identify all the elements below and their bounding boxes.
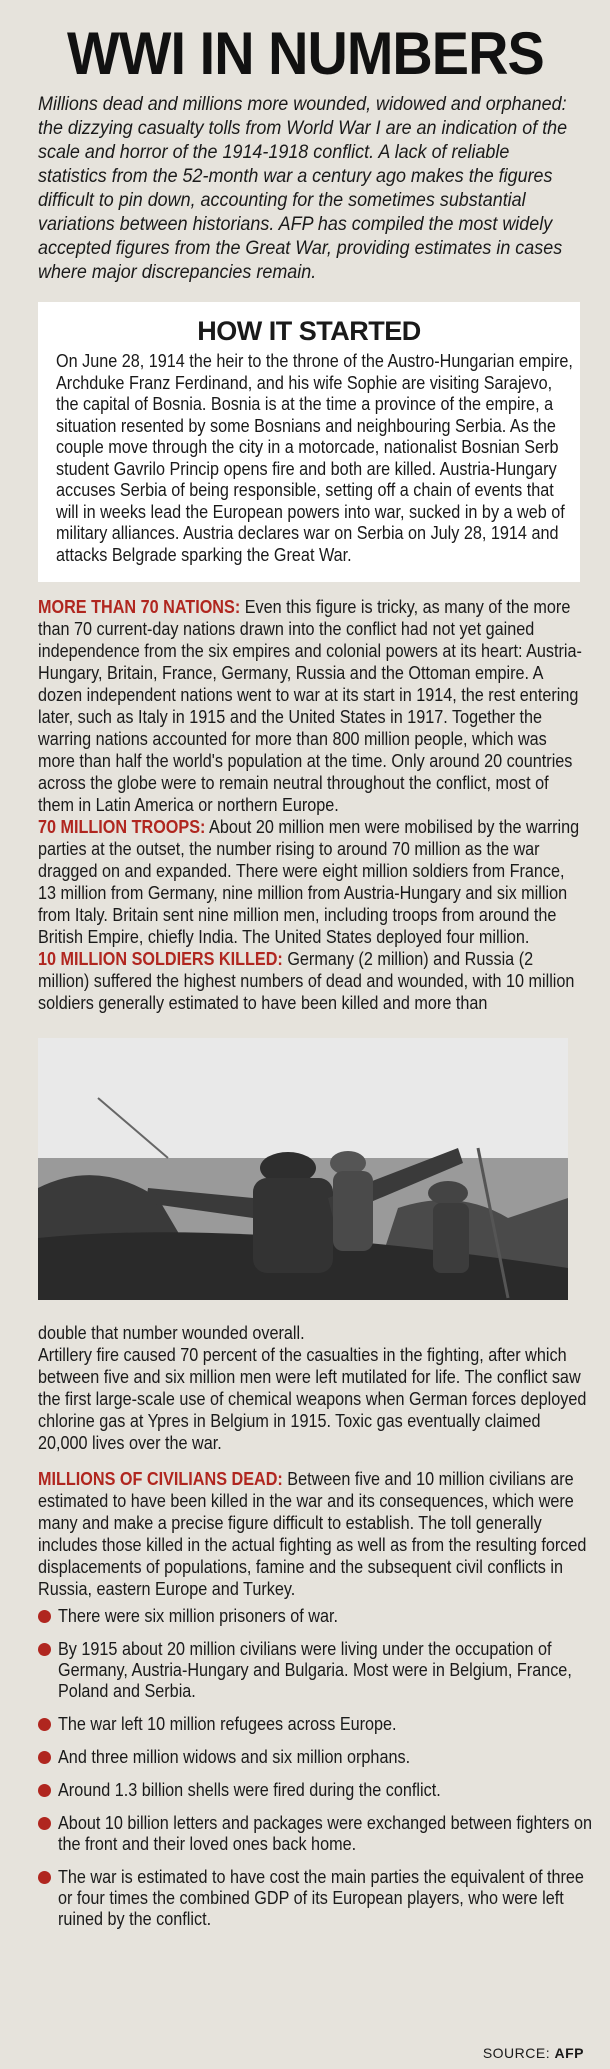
bullet-dot-icon [38, 1784, 51, 1797]
list-item: By 1915 about 20 million civilians were living under the occupation of Germany, Austria-Hungary and Bulgaria. Most were in Belgium, France, Poland and Serbia. [38, 1639, 590, 1702]
killed-text-more: Artillery fire caused 70 percent of the casualties in the fighting, after which between five and six million men were left mutilated for life. The conflict saw the first large-scale use of chemical weapons when German forces deployed chlorine gas at Ypres in Belgium in 1915. Toxic gas eventually claimed 20,000 lives over the war. [38, 1345, 587, 1453]
source-label: SOURCE: [482, 2045, 551, 2061]
nations-text: Even this figure is tricky, as many of the more than 70 current-day nations drawn into the conflict had not yet gained independence from the six empires and colonial powers at its heart: Austria-Hungary, Britain, France, Germany, Russia and the Ottoman empire. A dozen independent nations went to war at its start in 1914, the rest entering later, such as Italy in 1915 and the United States in 1917. Together the warring nations accounted for more than 800 million people, which was more than half the world's population at the time. Only around 20 countries across the globe were to remain neutral throughout the conflict, most of them in Latin America or northern Europe. [38, 597, 582, 815]
troops-text: About 20 million men were mobilised by the warring parties at the outset, the number rising to around 70 million as the war dragged on and expanded. There were eight million soldiers from France, 13 million from Germany, nine million from Austria-Hungary and six million from Italy. Britain sent nine million men, including troops from around the British Empire, chiefly India. The United States deployed four million. [38, 817, 580, 947]
bullet-dot-icon [38, 1817, 51, 1830]
section-troops [38, 816, 590, 948]
civilians-kicker: MILLIONS OF CIVILIANS DEAD: [38, 1469, 283, 1489]
infographic [0, 20, 610, 2069]
killed-text: Germany (2 million) and Russia (2 million) suffered the highest numbers of dead and wounded, with 10 million soldiers generally estimated to have been killed and more than [38, 949, 575, 1013]
bullet-dot-icon [38, 1610, 51, 1623]
killed-kicker: 10 MILLION SOLDIERS KILLED: [38, 949, 283, 969]
source-name: AFP [554, 2045, 584, 2061]
intro-paragraph: Millions dead and millions more wounded, widowed and orphaned: the dizzying casualty tolls from World War I are an indication of the scale and horror of the 1914-1918 conflict. A lack of reliable statistics from the 52-month war a century ago makes the figures difficult to pin down, accounting for the sometimes substantial variations between historians. AFP has compiled the most widely accepted figures from the Great War, providing estimates in cases where major discrepancies remain. [38, 93, 568, 283]
section-nations [38, 596, 590, 816]
bullet-dot-icon [38, 1871, 51, 1884]
killed-text-continued: double that number wounded overall. [38, 1323, 305, 1343]
how-it-started-box [38, 302, 580, 582]
bullet-dot-icon [38, 1643, 51, 1656]
soldiers-in-trench-image [38, 1038, 568, 1300]
list-item: There were six million prisoners of war. [38, 1606, 590, 1627]
how-it-started-heading: HOW IT STARTED [197, 316, 421, 346]
trench-photo [38, 1038, 568, 1300]
civilians-text: Between five and 10 million civilians are estimated to have been killed in the war and its consequences, which were many and make a precise figure difficult to establish. The toll generally includes those killed in the actual fighting as well as from the resulting forced displacements of populations, famine and the subsequent civil conflicts in Russia, eastern Europe and Turkey. [38, 1469, 587, 1599]
how-it-started-text: On June 28, 1914 the heir to the throne of the Austro-Hungarian empire, Archduke Franz Ferdinand, and his wife Sophie are visiting Sarajevo, the capital of Bosnia. Bosnia is at the time a province of the empire, a situation resented by some Bosnians and neighbouring Serbia. As the couple move through the city in a motorcade, nationalist Bosnian Serb student Gavrilo Princip opens fire and both are killed. Austria-Hungary accuses Serbia of being responsible, setting off a chain of events that will in weeks lead the European powers into war, sucked in by a web of military alliances. Austria declares war on Serbia on July 28, 1914 and attacks Belgrade sparking the Great War. [56, 351, 573, 565]
bullet-dot-icon [38, 1718, 51, 1731]
list-item: The war left 10 million refugees across Europe. [38, 1714, 590, 1735]
page-title: WWI IN NUMBERS [67, 20, 544, 87]
list-item: The war is estimated to have cost the main parties the equivalent of three or four times the combined GDP of its European players, who were left ruined by the conflict. [38, 1867, 590, 1930]
list-item: And three million widows and six million orphans. [38, 1747, 590, 1768]
nations-kicker: MORE THAN 70 NATIONS: [38, 597, 241, 617]
list-item: About 10 billion letters and packages were exchanged between fighters on the front and their loved ones back home. [38, 1813, 590, 1855]
section-killed [38, 948, 590, 1014]
troops-kicker: 70 MILLION TROOPS: [38, 817, 206, 837]
section-killed-continued [38, 1322, 590, 1454]
facts-list [38, 1606, 593, 1930]
list-item: Around 1.3 billion shells were fired during the conflict. [38, 1780, 590, 1801]
section-civilians [38, 1468, 590, 1600]
source-credit [483, 2045, 584, 2061]
bullet-dot-icon [38, 1751, 51, 1764]
